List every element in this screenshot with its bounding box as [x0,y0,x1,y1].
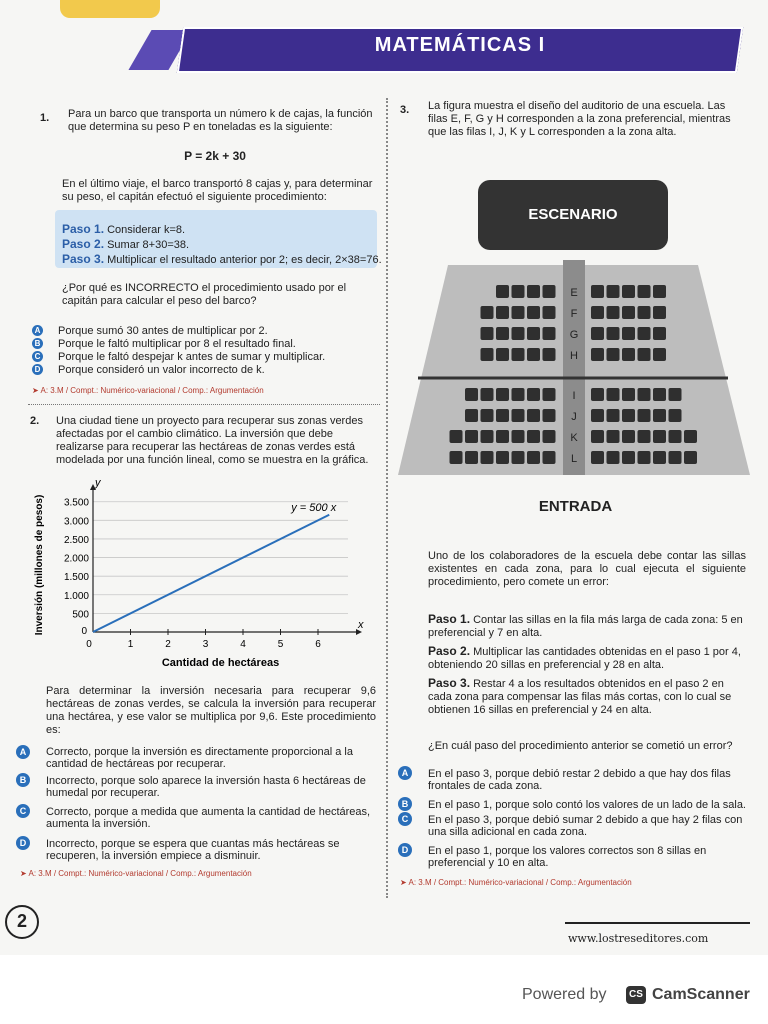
seat [669,409,682,422]
x-tick-label: 6 [315,639,321,650]
seat [622,388,635,401]
q3-question: ¿En cuál paso del procedimiento anterior se cometió un error? [428,740,733,752]
seat [622,285,635,298]
q2-option-d-badge[interactable]: D [16,836,30,850]
footer-url: www.lostreseditores.com [568,932,709,945]
seat [622,348,635,361]
seat [591,285,604,298]
x-origin-label: 0 [86,639,92,650]
seat [543,327,556,340]
q1-option-a[interactable]: Porque sumó 30 antes de multiplicar por 2. [58,325,268,337]
seat [496,285,509,298]
seat [638,388,651,401]
x-axis-letter: x [358,619,364,631]
seat [527,430,540,443]
seat [653,285,666,298]
page-title: MATEMÁTICAS I [374,34,546,56]
q1-option-c[interactable]: Porque le faltó despejar k antes de sumar y multiplicar. [58,351,326,363]
y-origin-label: 0 [81,626,87,637]
seat [496,388,509,401]
q3-option-a[interactable]: En el paso 3, porque debió restar 2 debido a que hay dos filas frontales de cada zona. [428,768,731,792]
q1-option-d[interactable]: Porque consideró un valor incorrecto de k. [58,364,265,376]
seat [496,348,509,361]
y-tick-label: 3.500 [63,497,89,509]
seat [496,451,509,464]
q3-step-3: Paso 3. Restar 4 a los resultados obtenidos en el paso 2 en cada zona para compensar las filas más cortas, con lo cual se obtienen 16 sillas en preferencial y 24 en alta. [428,676,732,716]
x-tick-label: 3 [202,639,209,650]
seat [591,388,604,401]
seat [465,451,478,464]
column-divider [386,98,388,898]
seat [481,327,494,340]
q1-formula: P = 2k + 30 [184,149,246,163]
q3-text: La figura muestra el diseño del auditorio de una escuela. Las filas E, F, G y H corresponden a la zona preferencial, mientras que las filas I, J, K y L corresponden a la zona alta. [428,100,731,138]
seat [653,388,666,401]
q2-text: Una ciudad tiene un proyecto para recuperar sus zonas verdes afectadas por el cambio climático. La inversión que debe realizarse para recuperar las hectáreas de zonas verdes está modelada por una función lineal, como se muestra en la gráfica. [56,415,369,466]
q2-option-a-badge[interactable]: A [16,745,30,759]
q3-context: Uno de los colaboradores de la escuela debe contar las sillas existentes en cada zona, para lo cual ejecuta el siguiente procedimiento, pero comete un error: [428,550,746,588]
top-accent-tab [60,0,160,18]
seat [481,409,494,422]
seat [465,409,478,422]
seat [607,409,620,422]
y-axis-letter: y [95,480,101,489]
row-letter: G [569,329,579,341]
row-letter: I [572,390,576,402]
seat [527,409,540,422]
seat [591,306,604,319]
q1-option-a-badge[interactable]: A [32,325,43,336]
seat [653,409,666,422]
camscanner-brand: CamScanner [652,986,750,1003]
footer-rule [565,922,750,924]
q3-step-2: Paso 2. Multiplicar las cantidades obtenidas en el paso 1 por 4, obteniendo 20 sillas en preferencial y 28 en alta. [428,644,741,671]
seat [512,285,525,298]
seat [543,388,556,401]
seat [591,430,604,443]
seat [512,348,525,361]
q3-number: 3. [400,104,410,116]
q1-number: 1. [40,112,50,124]
seat [622,430,635,443]
q1-separator [28,404,380,405]
seat [527,348,540,361]
seat [653,430,666,443]
seat [481,306,494,319]
q1-option-b-badge[interactable]: B [32,338,43,349]
chart-grid [93,502,348,614]
seat [607,285,620,298]
q1-text: Para un barco que transporta un número k de cajas, la función que determina su peso P en toneladas es la siguiente: [68,108,373,133]
seat [607,348,620,361]
seat [591,409,604,422]
row-letter: J [571,411,577,423]
seat [496,430,509,443]
page-number: 2 [5,905,39,939]
q3-step-1: Paso 1. Contar las sillas en la fila más larga de cada zona: 5 en preferencial y 7 en alta. [428,612,743,639]
seat [653,348,666,361]
seat [607,430,620,443]
seat [543,451,556,464]
row-letter: F [570,308,578,320]
seat [512,451,525,464]
seat [543,409,556,422]
seat [653,306,666,319]
x-tick-label: 1 [127,639,134,650]
seat [465,430,478,443]
seat [684,430,697,443]
seat [481,388,494,401]
seat [496,327,509,340]
x-tick-label: 2 [165,639,171,650]
q3-option-d-badge[interactable]: D [398,843,412,857]
seat [481,348,494,361]
q1-option-b[interactable]: Porque le faltó multiplicar por 8 el resultado final. [58,338,296,350]
q3-option-c-badge[interactable]: C [398,812,412,826]
q2-option-d[interactable]: Incorrecto, porque se espera que cuantas más hectáreas se recuperen, la inversión empiece a disminuir. [46,838,340,862]
x-tick-label: 4 [240,639,246,650]
auditorium-diagram [398,170,753,480]
q3-option-d[interactable]: En el paso 1, porque los valores correctos son 8 sillas en preferencial y 10 en alta. [428,845,707,869]
seat [512,388,525,401]
y-axis-label: Inversión (millones de pesos) [34,494,45,636]
q2-option-b[interactable]: Incorrecto, porque solo aparece la inversión hasta 6 hectáreas de humedal por recuperar. [46,775,366,799]
seat [591,451,604,464]
seat [638,430,651,443]
seat [638,306,651,319]
seat [527,327,540,340]
y-tick-label: 1.500 [63,572,89,584]
seat [653,327,666,340]
seat [465,388,478,401]
seat [512,409,525,422]
q2-option-c-badge[interactable]: C [16,804,30,818]
seat [481,430,494,443]
camscanner-logo-icon: CS [626,986,646,1004]
seat [669,451,682,464]
q2-after-text: Para determinar la inversión necesaria para recuperar 9,6 hectáreas de zonas verdes, se calcula la inversión para recuperar una hectárea, y ese valor se multiplica por 9,6. Este procedimiento es: [46,685,376,736]
seat [543,285,556,298]
seat [496,306,509,319]
row-letter: L [570,453,578,465]
q3-option-a-badge[interactable]: A [398,766,412,780]
q2-number: 2. [30,415,40,427]
row-letter: E [570,287,578,299]
seat [653,451,666,464]
q1-step-1: Paso 1. Considerar k=8. [62,222,186,236]
seat [527,451,540,464]
q1-step-3: Paso 3. Multiplicar el resultado anterior por 2; es decir, 2×38=76. [62,252,382,266]
seat [512,327,525,340]
seat [527,285,540,298]
row-letter: H [570,350,578,362]
seat [543,430,556,443]
q2-option-b-badge[interactable]: B [16,773,30,787]
seat [638,348,651,361]
q2-option-a[interactable]: Correcto, porque la inversión es directamente proporcional a la cantidad de hectáreas por recuperar. [46,746,353,770]
y-tick-label: 2.000 [63,553,89,565]
seat [527,388,540,401]
q1-option-c-badge[interactable]: C [32,351,43,362]
q3-option-b-badge[interactable]: B [398,797,412,811]
seat [496,409,509,422]
seat [638,409,651,422]
seat [543,348,556,361]
x-axis-label: Cantidad de hectáreas [161,657,280,669]
q3-option-b[interactable]: En el paso 1, porque solo contó los valores de un lado de la sala. [428,799,746,811]
investment-chart [28,480,378,675]
seat [450,451,463,464]
powered-by-text: Powered by [522,986,607,1003]
q1-context: En el último viaje, el barco transportó 8 cajas y, para determinar su peso, el capitán efectuó el siguiente procedimiento: [62,178,373,203]
q3-reference: ➤ A: 3.M / Compt.: Numérico-variacional / Comp.: Argumentación [400,878,632,887]
q1-step-2: Paso 2. Sumar 8+30=38. [62,237,190,251]
y-tick-label: 2.500 [63,534,89,546]
seat [622,451,635,464]
row-letter: K [570,432,578,444]
seat [622,327,635,340]
y-tick-label: 3.000 [63,516,89,528]
seat [512,430,525,443]
stage-label: ESCENARIO [528,206,618,223]
seat [669,430,682,443]
entrance-label: ENTRADA [538,498,613,515]
seat [481,451,494,464]
seat [607,388,620,401]
seat [607,327,620,340]
seat [607,451,620,464]
seat [622,306,635,319]
seat [669,388,682,401]
series-line [93,515,329,632]
y-tick-label: 1.000 [63,590,89,602]
seat [591,348,604,361]
seat [450,430,463,443]
seat [591,327,604,340]
seat [638,451,651,464]
seat [638,285,651,298]
seat [512,306,525,319]
y-tick-label: 500 [72,609,89,621]
q1-reference: ➤ A: 3.M / Compt.: Numérico-variacional / Comp.: Argumentación [32,386,264,395]
seat [607,306,620,319]
seat [622,409,635,422]
q3-option-c[interactable]: En el paso 3, porque debió sumar 2 debido a que hay 2 filas con una silla adicional en cada zona. [428,814,743,838]
q2-reference: ➤ A: 3.M / Compt.: Numérico-variacional / Comp.: Argumentación [20,869,252,878]
seat [638,327,651,340]
seat [527,306,540,319]
series-label: y = 500 x [291,501,337,514]
seat [543,306,556,319]
q2-option-c[interactable]: Correcto, porque a medida que aumenta la cantidad de hectáreas, aumenta la inversión. [46,806,371,830]
q1-option-d-badge[interactable]: D [32,364,43,375]
q1-question: ¿Por qué es INCORRECTO el procedimiento usado por el capitán para calcular el peso del barco? [62,282,347,307]
seat [684,451,697,464]
x-tick-label: 5 [277,639,284,650]
